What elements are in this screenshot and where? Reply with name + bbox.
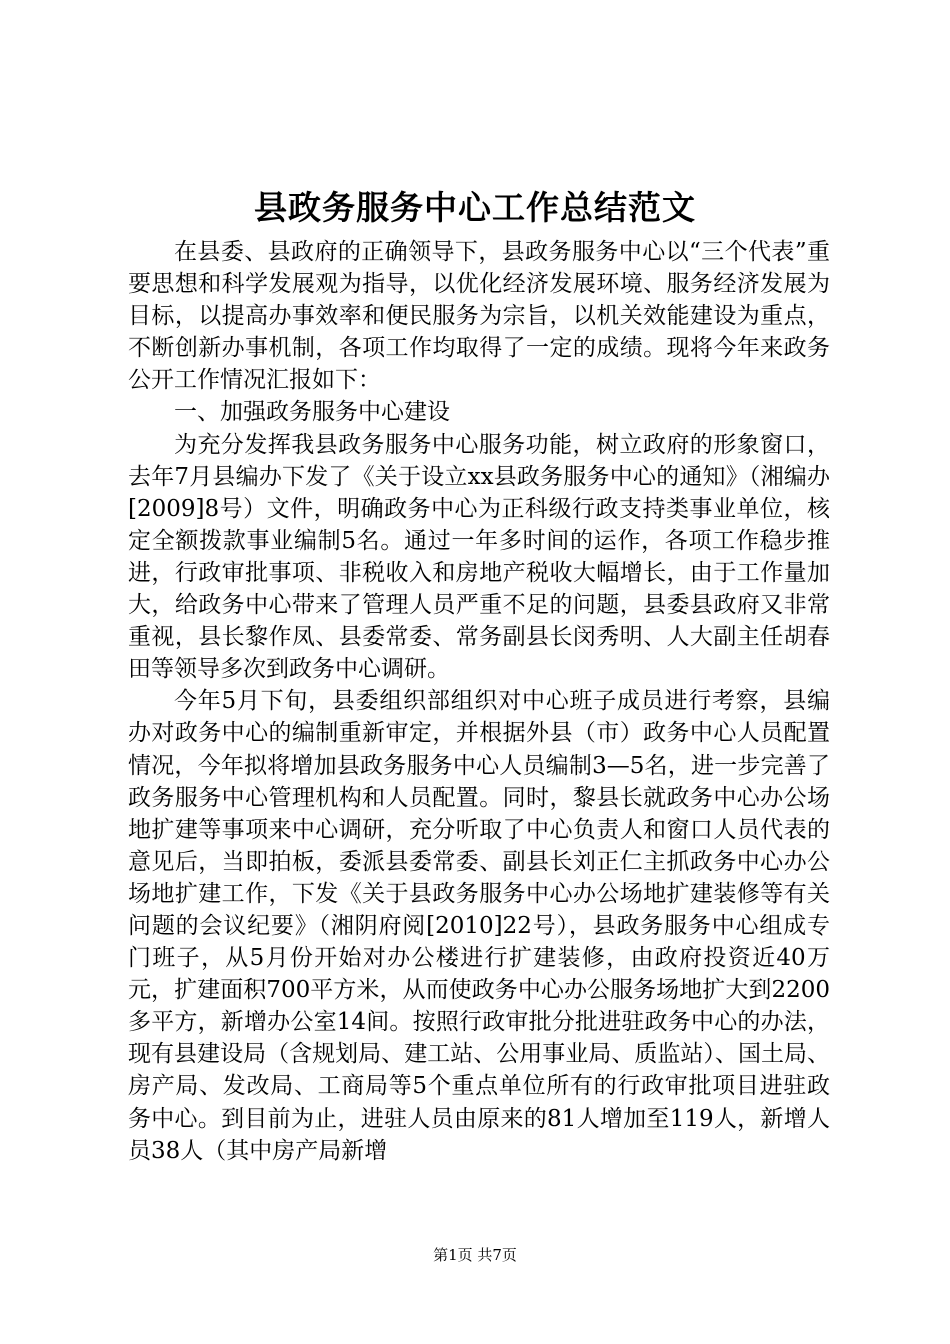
- page-footer: 第1页 共7页: [433, 1246, 517, 1264]
- paragraph-section1-a: 为充分发挥我县政务服务中心服务功能，树立政府的形象窗口，去年7月县编办下发了《关于设立xx县政务服务中心的通知》（湘编办[2009]8号）文件，明确政务中心为正科级行政支持类事业单位，核定全额拨款事业编制5名。通过一年多时间的运作，各项工作稳步推进，行政审批事项、非税收入和房地产税收大幅增长，由于工作量加大，给政务中心带来了管理人员严重不足的问题，县委县政府又非常重视，县长黎作凤、县委常委、常务副县长闵秀明、人大副主任胡春田等领导多次到政务中心调研。: [128, 431, 830, 683]
- section-heading-1: 一、加强政务服务中心建设: [174, 399, 450, 426]
- document-body: [128, 236, 830, 1167]
- paragraph-intro: 在县委、县政府的正确领导下，县政务服务中心以“三个代表”重要思想和科学发展观为指导，以优化经济发展环境、服务经济发展为目标，以提高办事效率和便民服务为宗旨，以机关效能建设为重点，不断创新办事机制，各项工作均取得了一定的成绩。现将今年来政务公开工作情况汇报如下：: [128, 239, 830, 394]
- paragraph-section1-b: 今年5月下旬，县委组织部组织对中心班子成员进行考察，县编办对政务中心的编制重新审定，并根据外县（市）政务中心人员配置情况，今年拟将增加县政务服务中心人员编制3—5名，进一步完善了政务服务中心管理机构和人员配置。同时，黎县长就政务中心办公场地扩建等事项来中心调研，充分听取了中心负责人和窗口人员代表的意见后，当即拍板，委派县委常委、副县长刘正仁主抓政务中心办公场地扩建工作，下发《关于县政务服务中心办公场地扩建装修等有关问题的会议纪要》（湘阴府阅[2010]22号），县政务服务中心组成专门班子，从5月份开始对办公楼进行扩建装修，由政府投资近40万元，扩建面积700平方米，从而使政务中心办公服务场地扩大到2200多平方，新增办公室14间。按照行政审批分批进驻政务中心的办法，现有县建设局（含规划局、建工站、公用事业局、质监站）、国土局、房产局、发改局、工商局等5个重点单位所有的行政审批项目进驻政务中心。到目前为止，进驻人员由原来的81人增加至119人，新增人员38人（其中房产局新增: [128, 688, 830, 1164]
- document-title: 县政务服务中心工作总结范文: [254, 188, 696, 227]
